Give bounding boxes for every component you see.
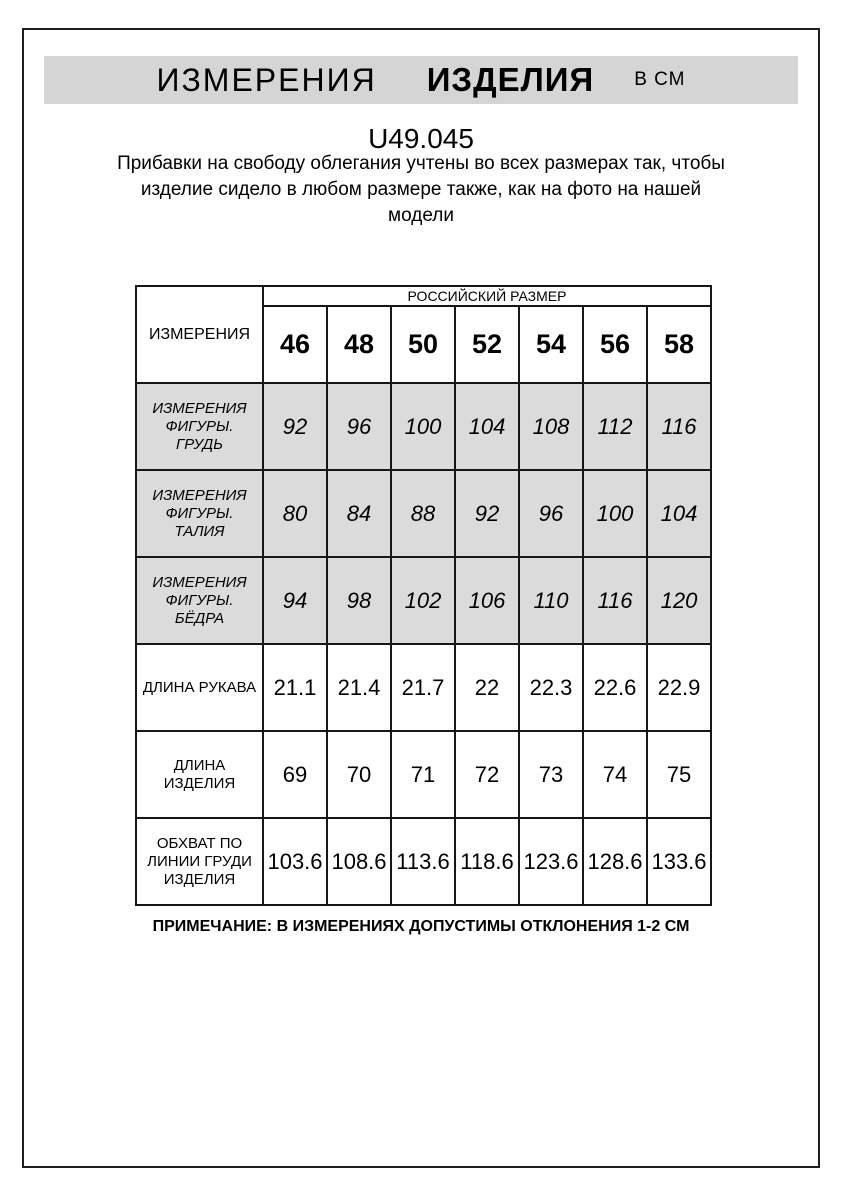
row-label: ИЗМЕРЕНИЯ ФИГУРЫ. ГРУДЬ	[136, 383, 263, 470]
size-column-header: 50	[391, 306, 455, 383]
table-cell: 106	[455, 557, 519, 644]
table-cell: 100	[583, 470, 647, 557]
table-row	[136, 644, 711, 731]
table-row	[136, 383, 711, 470]
table-cell: 133.6	[647, 818, 711, 905]
table-cell: 96	[327, 383, 391, 470]
table-cell: 88	[391, 470, 455, 557]
size-column-header: 56	[583, 306, 647, 383]
table-cell: 22.9	[647, 644, 711, 731]
row-label: ДЛИНА ИЗДЕЛИЯ	[136, 731, 263, 818]
table-cell: 21.4	[327, 644, 391, 731]
article-code: U49.045	[368, 123, 474, 154]
table-cell: 22	[455, 644, 519, 731]
table-cell: 71	[391, 731, 455, 818]
table-cell: 112	[583, 383, 647, 470]
table-cell: 102	[391, 557, 455, 644]
size-column-header: 48	[327, 306, 391, 383]
russian-size-header: РОССИЙСКИЙ РАЗМЕР	[263, 286, 711, 306]
table-cell: 100	[391, 383, 455, 470]
table-cell: 116	[583, 557, 647, 644]
table-cell: 108	[519, 383, 583, 470]
table-cell: 73	[519, 731, 583, 818]
table-cell: 96	[519, 470, 583, 557]
table-cell: 98	[327, 557, 391, 644]
table-cell: 104	[647, 470, 711, 557]
size-column-header: 58	[647, 306, 711, 383]
tolerance-note: ПРИМЕЧАНИЕ: В ИЗМЕРЕНИЯХ ДОПУСТИМЫ ОТКЛОНЕНИЯ 1-2 СМ	[152, 918, 690, 935]
table-row	[136, 818, 711, 905]
table-cell: 104	[455, 383, 519, 470]
table-row	[136, 557, 711, 644]
table-cell: 74	[583, 731, 647, 818]
row-label: ОБХВАТ ПО ЛИНИИ ГРУДИ ИЗДЕЛИЯ	[136, 818, 263, 905]
page-frame	[22, 28, 820, 1168]
table-cell: 113.6	[391, 818, 455, 905]
fit-description: Прибавки на свободу облегания учтены во всех размерах так, чтобы изделие сидело в любом размере также, как на фото на нашей модели	[117, 153, 725, 226]
table-cell: 92	[455, 470, 519, 557]
table-cell: 94	[263, 557, 327, 644]
table-cell: 123.6	[519, 818, 583, 905]
table-cell: 92	[263, 383, 327, 470]
table-row	[136, 470, 711, 557]
table-cell: 108.6	[327, 818, 391, 905]
table-cell: 128.6	[583, 818, 647, 905]
table-cell: 118.6	[455, 818, 519, 905]
corner-header-cell: ИЗМЕРЕНИЯ	[136, 286, 263, 383]
table-cell: 75	[647, 731, 711, 818]
table-cell: 69	[263, 731, 327, 818]
table-cell: 116	[647, 383, 711, 470]
table-header	[136, 286, 711, 383]
row-label: ИЗМЕРЕНИЯ ФИГУРЫ. ТАЛИЯ	[136, 470, 263, 557]
table-cell: 80	[263, 470, 327, 557]
table-body	[136, 383, 711, 905]
title-product: ИЗДЕЛИЯ	[426, 61, 595, 98]
row-label: ДЛИНА РУКАВА	[136, 644, 263, 731]
table-cell: 120	[647, 557, 711, 644]
table-cell: 103.6	[263, 818, 327, 905]
table-cell: 110	[519, 557, 583, 644]
table-cell: 84	[327, 470, 391, 557]
row-label: ИЗМЕРЕНИЯ ФИГУРЫ. БЁДРА	[136, 557, 263, 644]
table-cell: 22.6	[583, 644, 647, 731]
table-cell: 70	[327, 731, 391, 818]
title-units: В СМ	[634, 69, 686, 90]
size-column-header: 54	[519, 306, 583, 383]
title-bar	[44, 56, 798, 104]
table-cell: 21.1	[263, 644, 327, 731]
table-cell: 21.7	[391, 644, 455, 731]
size-column-header: 52	[455, 306, 519, 383]
table-row	[136, 731, 711, 818]
table-cell: 22.3	[519, 644, 583, 731]
size-column-header: 46	[263, 306, 327, 383]
table-cell: 72	[455, 731, 519, 818]
size-chart-table	[135, 285, 712, 906]
title-measurements: ИЗМЕРЕНИЯ	[156, 61, 377, 98]
